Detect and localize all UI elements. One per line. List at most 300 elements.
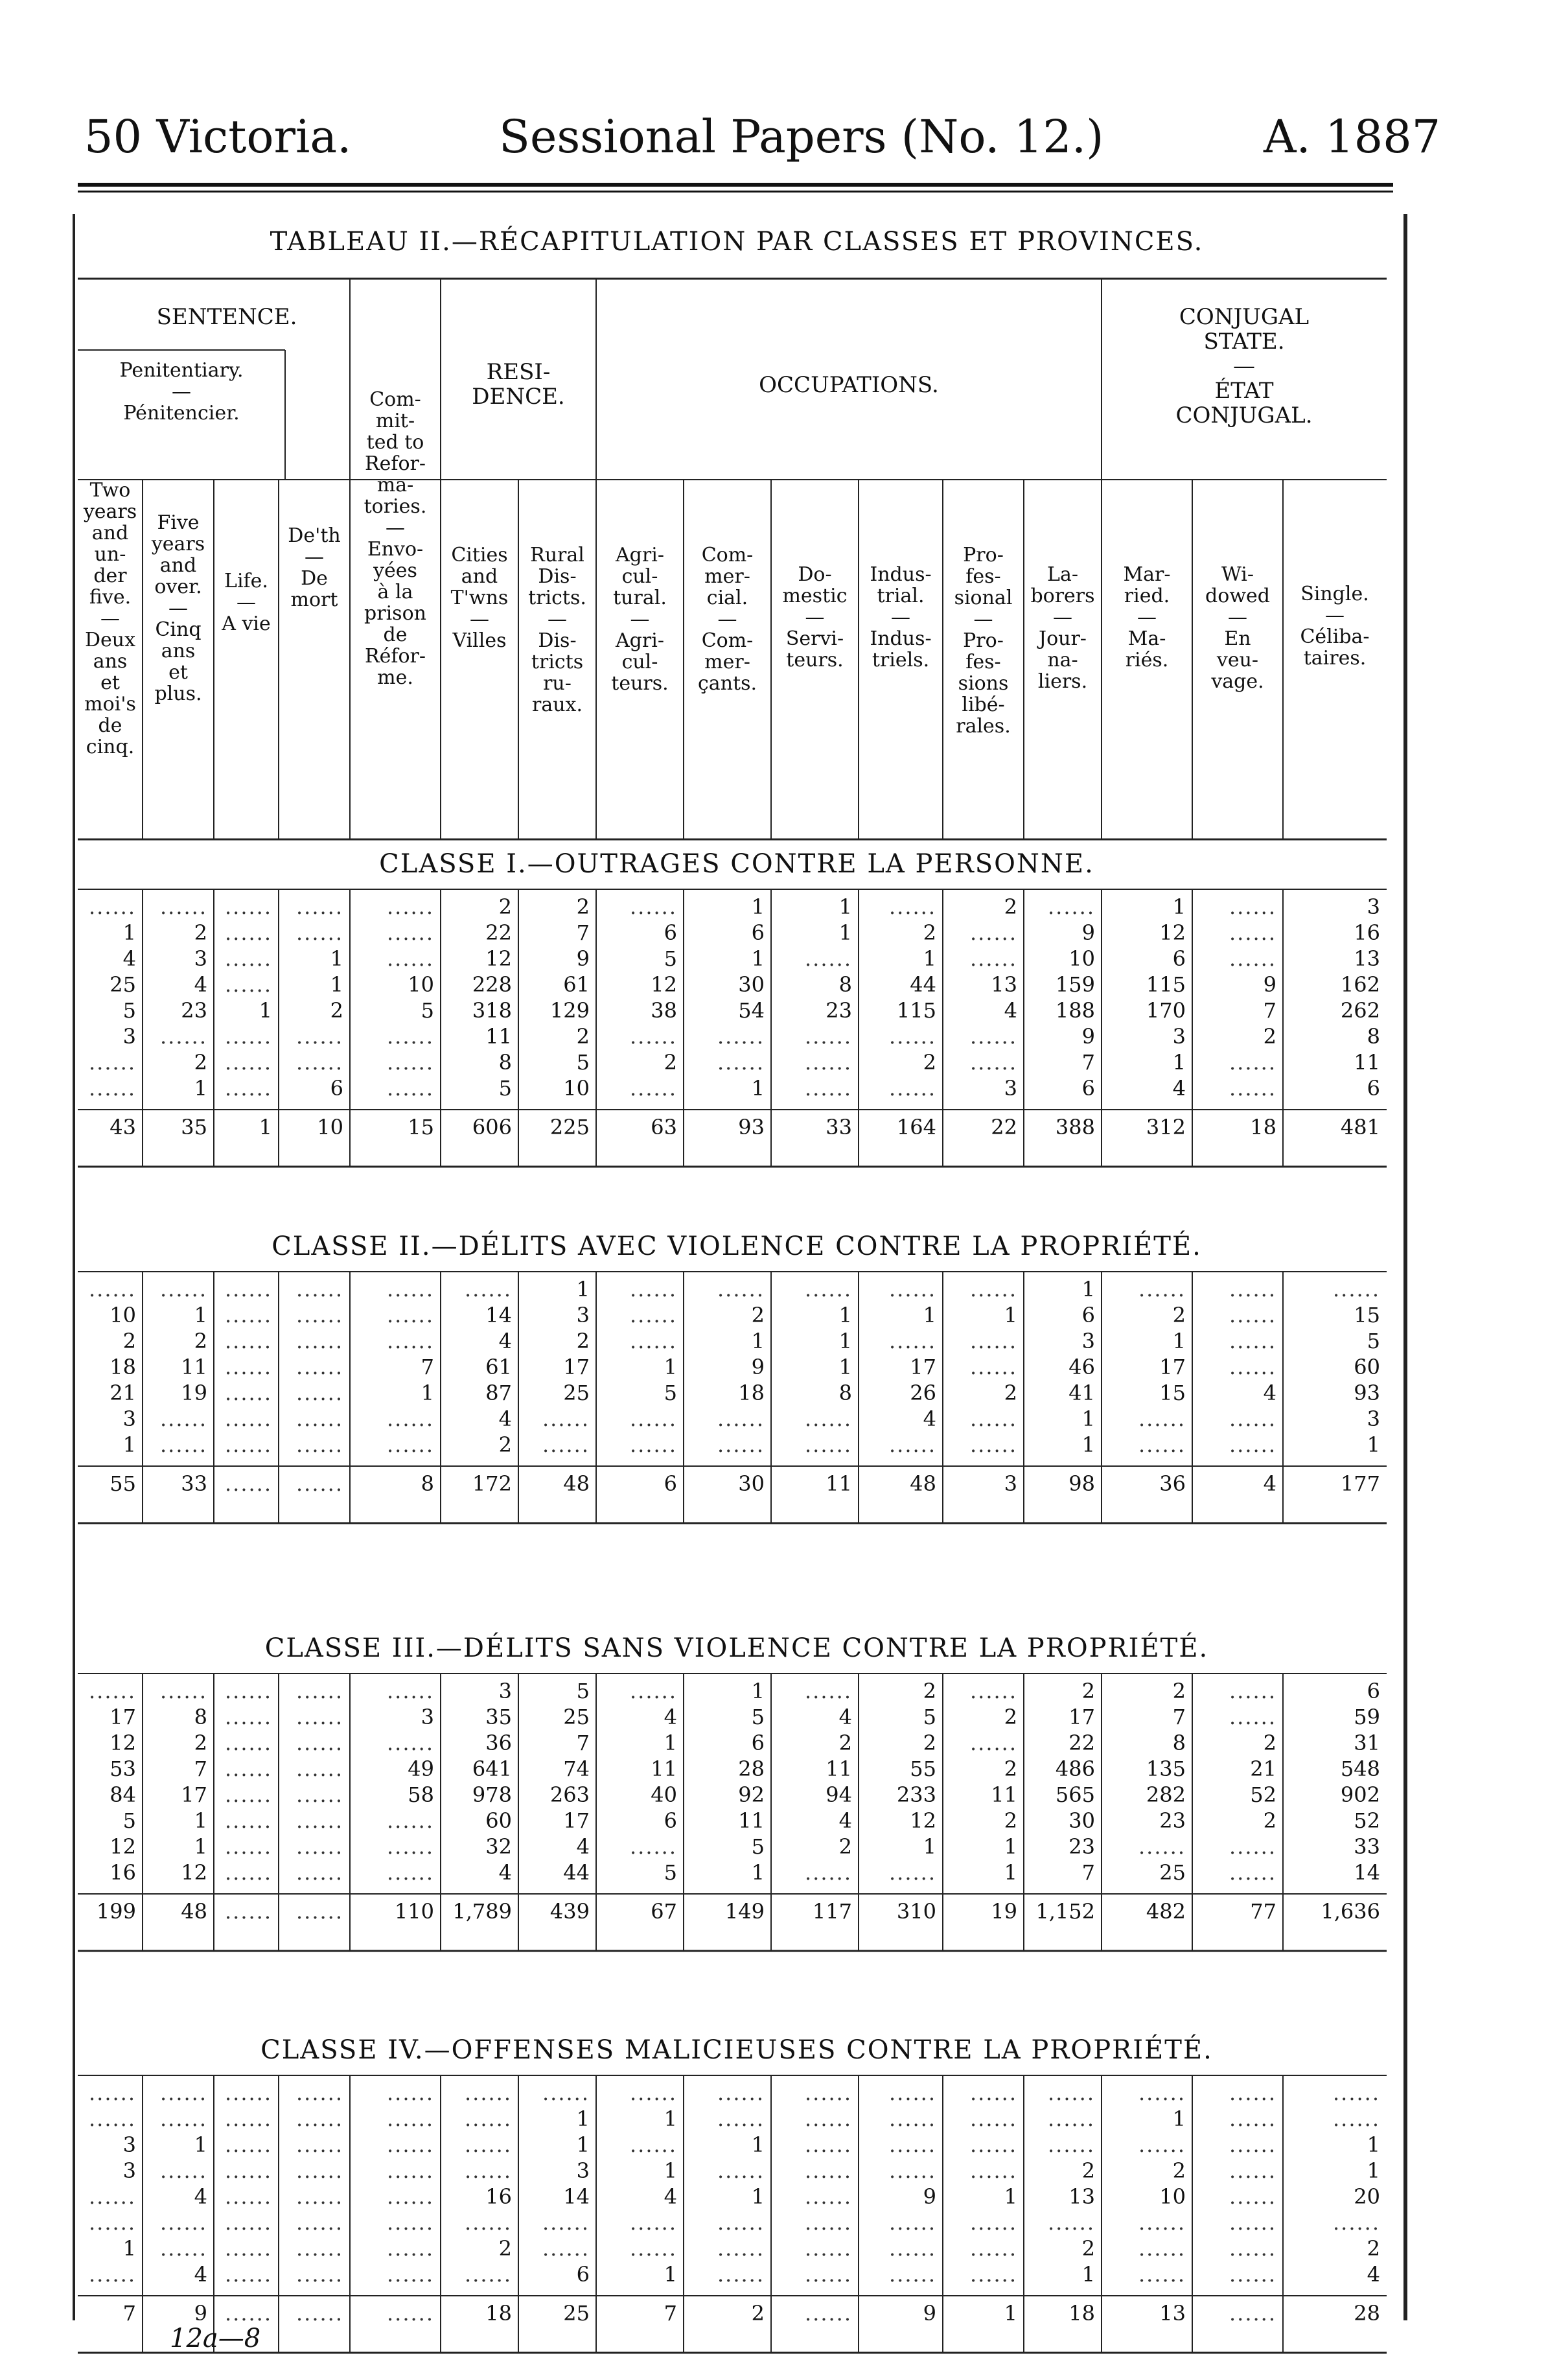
table-cell: 23 — [826, 998, 852, 1023]
table-cell: 902 — [1340, 1782, 1380, 1807]
table-cell: 2 — [122, 1329, 136, 1353]
table-cell: 2 — [923, 1731, 936, 1755]
table-cell: 15 — [1159, 1381, 1186, 1405]
table-cell: ...... — [969, 1329, 1017, 1353]
table-cell: 1 — [122, 2236, 136, 2261]
table-cell: 3 — [1004, 1076, 1017, 1101]
table-cell: ...... — [1229, 1679, 1276, 1703]
table-cell: 12 — [485, 946, 512, 971]
table-cell: ...... — [804, 2184, 852, 2209]
table-cell: 2 — [1367, 2236, 1380, 2261]
table-cell: 4 — [664, 2184, 677, 2209]
group-occupations: OCCUPATIONS. — [759, 372, 939, 398]
table-cell: 59 — [1354, 1705, 1380, 1729]
table-cell: 11 — [991, 1782, 1017, 1807]
table-cell: ...... — [88, 1277, 136, 1301]
col-cities: Cities and T'wns — Villes — [450, 544, 509, 652]
table-cell: 1 — [1367, 2158, 1380, 2183]
table-cell: 2 — [330, 998, 343, 1023]
table-cell: ...... — [88, 1050, 136, 1075]
table-cell: 7 — [1081, 1860, 1095, 1885]
table-cell: 13 — [1354, 946, 1380, 971]
table-cell: 1 — [751, 946, 765, 971]
table-cell: 1 — [664, 2262, 677, 2287]
table-cell: 7 — [1263, 998, 1276, 1023]
total-cell: 48 — [910, 1471, 936, 1496]
table-cell: 3 — [421, 1705, 434, 1729]
table-cell: ...... — [1229, 1432, 1276, 1457]
table-cell: 1 — [1367, 2132, 1380, 2157]
table-cell: 49 — [408, 1756, 434, 1781]
total-cell: 1 — [259, 1115, 272, 1139]
table-cell: 9 — [1263, 972, 1276, 997]
table-cell: ...... — [1229, 2106, 1276, 2131]
table-cell: ...... — [386, 1024, 434, 1049]
total-cell: 117 — [812, 1899, 852, 1924]
table-cell: ...... — [969, 2106, 1017, 2131]
table-cell: 1 — [259, 998, 272, 1023]
total-cell: 18 — [1250, 1115, 1276, 1139]
table-cell: ...... — [1229, 2210, 1276, 2235]
table-cell: ...... — [1229, 1834, 1276, 1859]
table-cell: ...... — [386, 2236, 434, 2261]
table-cell: ...... — [386, 2158, 434, 2183]
table-cell: 93 — [1354, 1381, 1380, 1405]
table-cell: ...... — [1332, 2081, 1380, 2105]
table-cell: 263 — [549, 1782, 590, 1807]
table-cell: ...... — [88, 894, 136, 919]
table-cell: 6 — [1367, 1076, 1380, 1101]
table-cell: 2 — [923, 920, 936, 945]
table-cell: 1 — [664, 1355, 677, 1379]
total-cell: ...... — [224, 1899, 272, 1924]
total-cell: 481 — [1340, 1115, 1380, 1139]
table-cell: ...... — [1229, 2262, 1276, 2287]
table-cell: 22 — [1068, 1731, 1095, 1755]
table-cell: 486 — [1055, 1756, 1095, 1781]
table-cell: ...... — [1229, 2132, 1276, 2157]
total-cell: ...... — [386, 2301, 434, 2326]
table-cell: ...... — [1047, 2210, 1095, 2235]
table-cell: 6 — [330, 1076, 343, 1101]
table-cell: 18 — [738, 1381, 765, 1405]
table-cell: 28 — [738, 1756, 765, 1781]
table-cell: ...... — [629, 1406, 677, 1431]
table-cell: 1 — [194, 1303, 207, 1327]
table-cell: ...... — [224, 1731, 272, 1755]
table-cell: 30 — [1068, 1808, 1095, 1833]
total-cell: 606 — [472, 1115, 512, 1139]
table-cell: ...... — [224, 1329, 272, 1353]
table-cell: 10 — [1159, 2184, 1186, 2209]
table-cell: 14 — [563, 2184, 590, 2209]
total-cell: 9 — [923, 2301, 936, 2326]
table-cell: ...... — [386, 1834, 434, 1859]
total-cell: 98 — [1068, 1471, 1095, 1496]
table-cell: 6 — [1172, 946, 1186, 971]
table-cell: 5 — [664, 946, 677, 971]
table-cell: ...... — [386, 946, 434, 971]
table-cell: 1 — [194, 1808, 207, 1833]
table-cell: 2 — [1263, 1731, 1276, 1755]
table-cell: 9 — [923, 2184, 936, 2209]
table-cell: ...... — [224, 2158, 272, 2183]
table-cell: 1 — [838, 1329, 852, 1353]
total-cell: 48 — [563, 1471, 590, 1496]
table-cell: 1 — [1172, 2106, 1186, 2131]
table-cell: ...... — [386, 2184, 434, 2209]
table-cell: 1 — [194, 1076, 207, 1101]
table-cell: ...... — [888, 894, 936, 919]
table-cell: ...... — [1332, 2106, 1380, 2131]
table-cell: ...... — [295, 2262, 343, 2287]
table-cell: ...... — [629, 2210, 677, 2235]
table-cell: ...... — [888, 2262, 936, 2287]
table-cell: ...... — [888, 1860, 936, 1885]
table-cell: ...... — [717, 1024, 765, 1049]
table-cell: ...... — [224, 1024, 272, 1049]
table-cell: ...... — [717, 1277, 765, 1301]
table-cell: 1 — [1004, 1303, 1017, 1327]
table-cell: 8 — [1172, 1731, 1186, 1755]
header-right: A. 1887 — [1264, 110, 1441, 163]
table-cell: ...... — [1229, 1050, 1276, 1075]
table-cell: 1 — [1004, 2184, 1017, 2209]
table-cell: 94 — [826, 1782, 852, 1807]
total-cell: 1,789 — [452, 1899, 512, 1924]
table-cell: 52 — [1354, 1808, 1380, 1833]
table-cell: 1 — [751, 1329, 765, 1353]
table-cell: 1 — [838, 1303, 852, 1327]
table-cell: 1 — [1172, 1329, 1186, 1353]
table-cell: 84 — [110, 1782, 136, 1807]
table-cell: ...... — [1138, 1834, 1186, 1859]
table-cell: ...... — [295, 1432, 343, 1457]
table-cell: 74 — [563, 1756, 590, 1781]
table-cell: 1 — [122, 1432, 136, 1457]
table-cell: 61 — [485, 1355, 512, 1379]
table-cell: 1 — [923, 1303, 936, 1327]
table-cell: 1 — [751, 2132, 765, 2157]
table-cell: 7 — [194, 1756, 207, 1781]
table-cell: 2 — [1004, 1381, 1017, 1405]
table-cell: 5 — [664, 1381, 677, 1405]
table-cell: 318 — [472, 998, 512, 1023]
group-conjugal: CONJUGAL STATE. — ÉTAT CONJUGAL. — [1175, 304, 1313, 428]
table-cell: ...... — [969, 2210, 1017, 2235]
table-cell: 9 — [576, 946, 590, 971]
table-cell: 4 — [1263, 1381, 1276, 1405]
table-cell: 1 — [421, 1381, 434, 1405]
table-cell: 9 — [1081, 1024, 1095, 1049]
table-cell: ...... — [1229, 1860, 1276, 1885]
col-professional: Pro- fes- sional — Pro- fes- sions libé- rales. — [954, 544, 1013, 738]
table-cell: 3 — [122, 2158, 136, 2183]
table-cell: 3 — [1081, 1329, 1095, 1353]
table-cell: ...... — [386, 1860, 434, 1885]
total-cell: 25 — [563, 2301, 590, 2326]
table-cell: ...... — [804, 2210, 852, 2235]
table-cell: 3 — [194, 946, 207, 971]
table-cell: ...... — [295, 2236, 343, 2261]
table-cell: ...... — [295, 1329, 343, 1353]
table-cell: 2 — [751, 1303, 765, 1327]
col-single: Single. — Céliba- taires. — [1300, 583, 1370, 670]
table-cell: ...... — [295, 2081, 343, 2105]
table-cell: 36 — [485, 1731, 512, 1755]
table-cell: ...... — [1138, 1406, 1186, 1431]
table-cell: 2 — [923, 1050, 936, 1075]
total-cell: 63 — [651, 1115, 677, 1139]
table-cell: ...... — [888, 2236, 936, 2261]
table-cell: ...... — [804, 1860, 852, 1885]
table-cell: ...... — [888, 1432, 936, 1457]
table-cell: ...... — [224, 2081, 272, 2105]
table-cell: 2 — [838, 1731, 852, 1755]
table-cell: 17 — [1068, 1705, 1095, 1729]
table-cell: 4 — [1367, 2262, 1380, 2287]
total-cell: 22 — [991, 1115, 1017, 1139]
total-cell: ...... — [224, 2301, 272, 2326]
table-cell: 2 — [1081, 2236, 1095, 2261]
table-cell: ...... — [386, 1679, 434, 1703]
table-cell: ...... — [295, 894, 343, 919]
table-cell: ...... — [386, 920, 434, 945]
table-cell: ...... — [295, 1756, 343, 1781]
table-cell: 8 — [498, 1050, 512, 1075]
total-cell: ...... — [1229, 2301, 1276, 2326]
table-cell: ...... — [717, 2236, 765, 2261]
table-cell: ...... — [1229, 946, 1276, 971]
table-cell: 3 — [498, 1679, 512, 1703]
table-cell: ...... — [464, 2262, 512, 2287]
table-cell: 10 — [1068, 946, 1095, 971]
table-cell: 6 — [751, 1731, 765, 1755]
table-cell: 7 — [576, 1731, 590, 1755]
table-cell: 25 — [1159, 1860, 1186, 1885]
table-cell: 1 — [923, 1834, 936, 1859]
table-cell: 978 — [472, 1782, 512, 1807]
table-cell: ...... — [1229, 1303, 1276, 1327]
table-cell: ...... — [88, 2184, 136, 2209]
table-cell: 20 — [1354, 2184, 1380, 2209]
total-cell: 11 — [826, 1471, 852, 1496]
table-cell: ...... — [1047, 2081, 1095, 2105]
total-cell: 7 — [122, 2301, 136, 2326]
total-cell: 199 — [96, 1899, 136, 1924]
table-cell: 15 — [1354, 1303, 1380, 1327]
table-cell: ...... — [386, 1329, 434, 1353]
table-cell: ...... — [88, 2262, 136, 2287]
table-cell: ...... — [295, 2106, 343, 2131]
table-cell: 41 — [1068, 1381, 1095, 1405]
table-cell: 1 — [751, 894, 765, 919]
table-cell: ...... — [804, 1277, 852, 1301]
table-cell: ...... — [386, 1808, 434, 1833]
table-cell: 5 — [664, 1860, 677, 1885]
table-cell: 7 — [576, 920, 590, 945]
group-sentence: SENTENCE. — [156, 304, 297, 330]
table-cell: ...... — [969, 946, 1017, 971]
table-cell: ...... — [969, 2236, 1017, 2261]
table-cell: 16 — [110, 1860, 136, 1885]
table-cell: 1 — [1081, 1432, 1095, 1457]
table-cell: 19 — [181, 1381, 207, 1405]
table-cell: ...... — [1229, 920, 1276, 945]
table-cell: ...... — [386, 2262, 434, 2287]
table-cell: 4 — [1172, 1076, 1186, 1101]
table-cell: ...... — [969, 2132, 1017, 2157]
table-cell: ...... — [159, 2106, 207, 2131]
table-cell: ...... — [224, 946, 272, 971]
table-cell: 565 — [1055, 1782, 1095, 1807]
col-domestic: Do- mestic — Servi- teurs. — [782, 563, 848, 671]
table-cell: 10 — [408, 972, 434, 997]
table-cell: ...... — [969, 2081, 1017, 2105]
section-title: CLASSE I.—OUTRAGES CONTRE LA PERSONNE. — [379, 849, 1094, 879]
table-cell: 38 — [651, 998, 677, 1023]
table-cell: ...... — [224, 972, 272, 997]
total-cell: 4 — [1263, 1471, 1276, 1496]
table-cell: 25 — [563, 1705, 590, 1729]
table-cell: 2 — [498, 2236, 512, 2261]
table-cell: 44 — [910, 972, 936, 997]
table-cell: 5 — [122, 1808, 136, 1833]
total-cell: 18 — [1068, 2301, 1095, 2326]
table-cell: 17 — [110, 1705, 136, 1729]
table-cell: 1 — [122, 920, 136, 945]
table-cell: ...... — [159, 1432, 207, 1457]
table-cell: ...... — [1138, 2262, 1186, 2287]
table-cell: ...... — [1229, 894, 1276, 919]
table-cell: ...... — [717, 2158, 765, 2183]
table-cell: ...... — [159, 894, 207, 919]
total-cell: ...... — [224, 1471, 272, 1496]
table-cell: 5 — [498, 1076, 512, 1101]
table-cell: 11 — [738, 1808, 765, 1833]
table-cell: ...... — [1229, 1329, 1276, 1353]
table-cell: 2 — [1004, 1756, 1017, 1781]
table-cell: 54 — [738, 998, 765, 1023]
total-cell: 439 — [549, 1899, 590, 1924]
table-cell: ...... — [464, 2132, 512, 2157]
table-cell: ...... — [804, 2132, 852, 2157]
table-cell: ...... — [159, 2236, 207, 2261]
table-cell: ...... — [224, 2184, 272, 2209]
table-cell: 1 — [751, 1679, 765, 1703]
col-life: Life. — A vie — [222, 570, 271, 635]
total-cell: 19 — [991, 1899, 1017, 1924]
table-cell: ...... — [542, 1432, 590, 1457]
table-cell: 10 — [110, 1303, 136, 1327]
table-cell: ...... — [386, 1076, 434, 1101]
table-cell: 1 — [664, 1731, 677, 1755]
table-cell: ...... — [295, 2184, 343, 2209]
table-cell: ...... — [1332, 2210, 1380, 2235]
header-left: 50 Victoria. — [84, 110, 352, 163]
table-cell: 2 — [1172, 1679, 1186, 1703]
col-reformatories: Com- mit- ted to Refor- ma- tories. — Envo- yées à la prison de Réfor- me. — [364, 388, 427, 689]
table-cell: ...... — [1229, 2184, 1276, 2209]
table-cell: ...... — [888, 2210, 936, 2235]
table-cell: ...... — [969, 1050, 1017, 1075]
total-cell: 9 — [194, 2301, 207, 2326]
total-cell: 28 — [1354, 2301, 1380, 2326]
table-cell: ...... — [804, 2236, 852, 2261]
total-cell: 388 — [1055, 1115, 1095, 1139]
table-cell: ...... — [1047, 894, 1095, 919]
table-cell: 2 — [1004, 1705, 1017, 1729]
table-cell: 14 — [485, 1303, 512, 1327]
table-cell: 8 — [838, 1381, 852, 1405]
table-cell: ...... — [1138, 1432, 1186, 1457]
total-cell: 225 — [549, 1115, 590, 1139]
table-cell: 7 — [421, 1355, 434, 1379]
total-cell: 35 — [181, 1115, 207, 1139]
col-penitentiary: Penitentiary. — Pénitencier. — [119, 359, 244, 425]
table-cell: 6 — [664, 1808, 677, 1833]
table-cell: ...... — [295, 1355, 343, 1379]
table-cell: 35 — [485, 1705, 512, 1729]
table-cell: ...... — [224, 2236, 272, 2261]
table-cell: ...... — [717, 2210, 765, 2235]
table-cell: ...... — [464, 2081, 512, 2105]
table-cell: 61 — [563, 972, 590, 997]
table-cell: ...... — [1138, 1277, 1186, 1301]
table-cell: ...... — [295, 1834, 343, 1859]
group-residence: RESI- DENCE. — [472, 359, 565, 410]
table-cell: 12 — [910, 1808, 936, 1833]
table-cell: ...... — [88, 2106, 136, 2131]
total-cell: 67 — [651, 1899, 677, 1924]
total-cell: 2 — [751, 2301, 765, 2326]
table-cell: ...... — [295, 2158, 343, 2183]
table-cell: 1 — [576, 1277, 590, 1301]
table-cell: ...... — [888, 1329, 936, 1353]
table-cell: 1 — [1004, 1834, 1017, 1859]
table-cell: ...... — [295, 1860, 343, 1885]
table-cell: 46 — [1068, 1355, 1095, 1379]
table-cell: 4 — [498, 1406, 512, 1431]
table-cell: 17 — [563, 1355, 590, 1379]
table-cell: ...... — [804, 2262, 852, 2287]
table-cell: ...... — [224, 1808, 272, 1833]
table-cell: 4 — [194, 972, 207, 997]
table-cell: 5 — [122, 998, 136, 1023]
col-married: Mar- ried. — Ma- riés. — [1123, 563, 1171, 671]
table-cell: 1 — [1172, 894, 1186, 919]
table-cell: ...... — [295, 920, 343, 945]
table-cell: ...... — [88, 1679, 136, 1703]
table-cell: 3 — [576, 2158, 590, 2183]
table-cell: ...... — [629, 1329, 677, 1353]
table-cell: 3 — [1367, 1406, 1380, 1431]
table-cell: 1 — [576, 2106, 590, 2131]
table-cell: 5 — [1367, 1329, 1380, 1353]
table-cell: 1 — [194, 1834, 207, 1859]
table-cell: 2 — [194, 1050, 207, 1075]
table-cell: ...... — [386, 2106, 434, 2131]
col-death: De'th — De mort — [288, 524, 341, 611]
table-cell: 52 — [1250, 1782, 1276, 1807]
table-cell: 115 — [896, 998, 936, 1023]
table-cell: ...... — [717, 1406, 765, 1431]
table-cell: 2 — [1263, 1808, 1276, 1833]
table-cell: ...... — [1229, 1355, 1276, 1379]
table-cell: 1 — [838, 1355, 852, 1379]
total-cell: 1,152 — [1035, 1899, 1095, 1924]
total-cell: 7 — [664, 2301, 677, 2326]
